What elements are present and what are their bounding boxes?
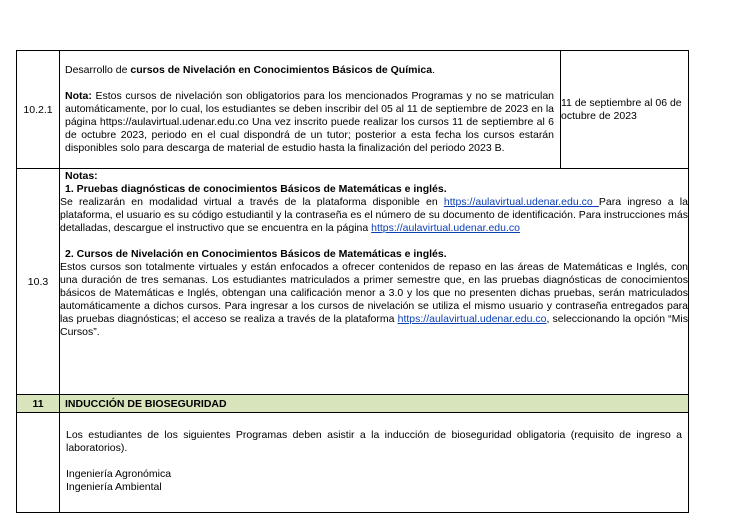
row-dates: 11 de septiembre al 06 de octubre de 2023 <box>561 51 689 169</box>
biosafety-text <box>60 413 689 513</box>
schedule-table <box>16 50 689 513</box>
nota-paragraph: Nota: Estos cursos de nivelación son obligatorios para los mencionados Programas y no se matriculan automáticamente, por lo cual, los estudiantes se deben inscribir del 05 al 11 de septiembre de 2023 en la página https://aulavirtual.udenar.edu.co Una vez inscrito puede realizar los cursos 11 de septiembre al 6 de octubre 2023, periodo en el cual dispondrá de un tutor; posterior a esta fecha los cursos estarán disponibles solo para descarga de material de estudio hasta la finalización del periodo 2023 B. <box>65 90 554 154</box>
row-number: 10.3 <box>17 169 60 395</box>
notes-label: Notas: <box>65 170 98 182</box>
row-10-3 <box>17 169 689 395</box>
program-item: Ingeniería Agronómica <box>66 468 172 480</box>
item1-title: 1. Pruebas diagnósticas de conocimientos Básicos de Matemáticas e inglés. <box>65 183 447 195</box>
aulavirtual-link[interactable]: https://aulavirtual.udenar.edu.co <box>443 196 599 208</box>
biosafety-intro: Los estudiantes de los siguientes Programas deben asistir a la inducción de bioseguridad obligatoria (requisito de ingreso a laboratorios). <box>66 429 682 454</box>
row-notes <box>60 169 689 395</box>
program-item: Ingeniería Ambiental <box>66 481 162 493</box>
aulavirtual-link[interactable]: https://aulavirtual.udenar.edu.co <box>397 313 547 325</box>
row-number: 10.2.1 <box>17 51 60 169</box>
item1-text: Se realizarán en modalidad virtual a través de la plataforma disponible en https://aulavirtual.udenar.edu.co Para ingreso a la plataforma, el usuario es su código estudiantil y la contraseña es el número de su documento de identificación. Para instrucciones más detalladas, descargue el instructivo que se encuentra en la página https://aulavirtual.udenar.edu.co <box>60 196 688 234</box>
aulavirtual-link[interactable]: https://aulavirtual.udenar.edu.co <box>371 222 520 234</box>
empty-cell <box>17 413 60 513</box>
row-11-header <box>17 395 689 413</box>
row-number: 11 <box>17 395 60 413</box>
course-title: Desarrollo de cursos de Nivelación en Conocimientos Básicos de Química. <box>65 64 435 76</box>
row-10-2-1 <box>17 51 689 169</box>
section-title: INDUCCIÓN DE BIOSEGURIDAD <box>60 395 689 413</box>
item2-title: 2. Cursos de Nivelación en Conocimientos Básicos de Matemáticas e inglés. <box>65 248 447 260</box>
item2-text: Estos cursos son totalmente virtuales y están enfocados a ofrecer contenidos de repaso en las áreas de Matemáticas e Inglés, con una duración de tres semanas. Los estudiantes matriculados a primer semestre que, en las pruebas diagnósticas de conocimientos básicos de Matemáticas e Inglés, obtengan una calificación menor a 3.0 y los que no presenten dichas pruebas, serán matriculados automáticamente a dichos cursos. Para ingresar a los cursos de nivelación se utiliza el mismo usuario y contraseña entregados para las pruebas diagnósticas; el acceso se realiza a través de la plataforma https://aulavirtual.udenar.edu.co, seleccionando la opción “Mis Cursos”. <box>60 261 688 338</box>
row-11-body <box>17 413 689 513</box>
row-description <box>60 51 561 169</box>
program-list <box>66 468 682 494</box>
